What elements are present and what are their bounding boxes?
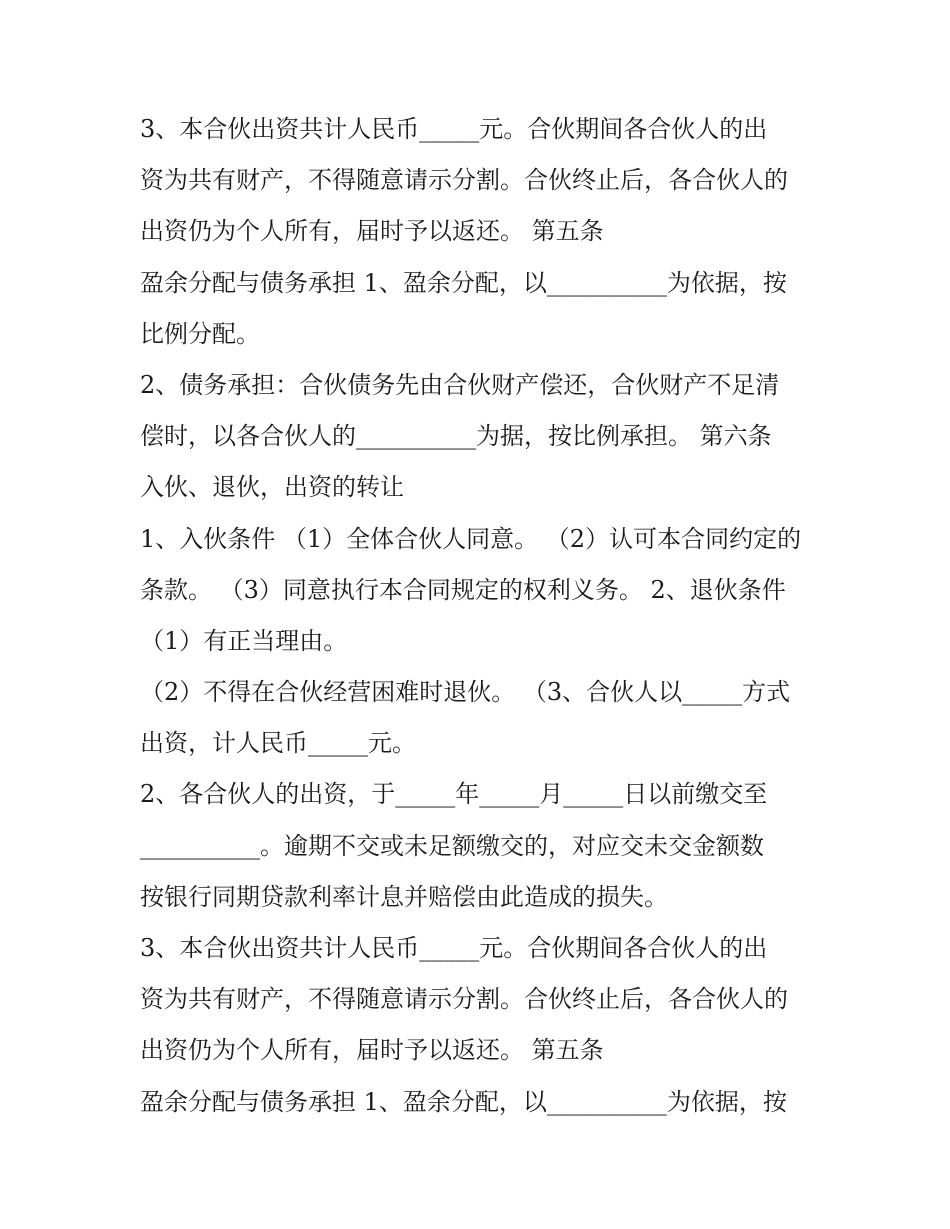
text-line: （2）不得在合伙经营困难时退伙。 （3、合伙人以_____方式 [140,678,791,707]
text-line: 2、各合伙人的出资，于_____年_____月_____日以前缴交至 [140,780,768,809]
text-line: 按银行同期贷款利率计息并赔偿由此造成的损失。 [140,882,668,911]
text-line: 条款。 （3）同意执行本合同规定的权利义务。 2、退伙条件 [140,575,786,604]
text-line: 1、入伙条件 （1）全体合伙人同意。 （2）认可本合同约定的 [140,524,802,553]
text-line: 资为共有财产，不得随意请示分割。合伙终止后，各合伙人的 [140,166,788,195]
text-line: 2、债务承担：合伙债务先由合伙财产偿还，合伙财产不足清 [140,370,780,399]
text-line: 盈余分配与债务承担 1、盈余分配，以__________为依据，按 [140,1087,787,1116]
text-line: __________。逾期不交或未足额缴交的，对应交未交金额数 [140,831,764,860]
text-line: （1）有正当理由。 [140,626,348,655]
document-body [140,104,820,1128]
text-line: 3、本合伙出资共计人民币_____元。合伙期间各合伙人的出 [140,115,768,143]
text-line: 入伙、退伙，出资的转让 [140,473,404,502]
text-line: 3、本合伙出资共计人民币_____元。合伙期间各合伙人的出 [140,934,768,962]
text-line: 资为共有财产，不得随意请示分割。合伙终止后，各合伙人的 [140,985,788,1014]
text-line: 偿时，以各合伙人的__________为据，按比例承担。 第六条 [140,422,772,451]
text-line: 出资，计人民币_____元。 [140,729,416,758]
text-line: 出资仍为个人所有，届时予以返还。 第五条 [140,1036,604,1065]
text-line: 盈余分配与债务承担 1、盈余分配，以__________为依据，按 [140,268,787,297]
text-line: 出资仍为个人所有，届时予以返还。 第五条 [140,217,604,246]
text-line: 比例分配。 [140,319,260,348]
